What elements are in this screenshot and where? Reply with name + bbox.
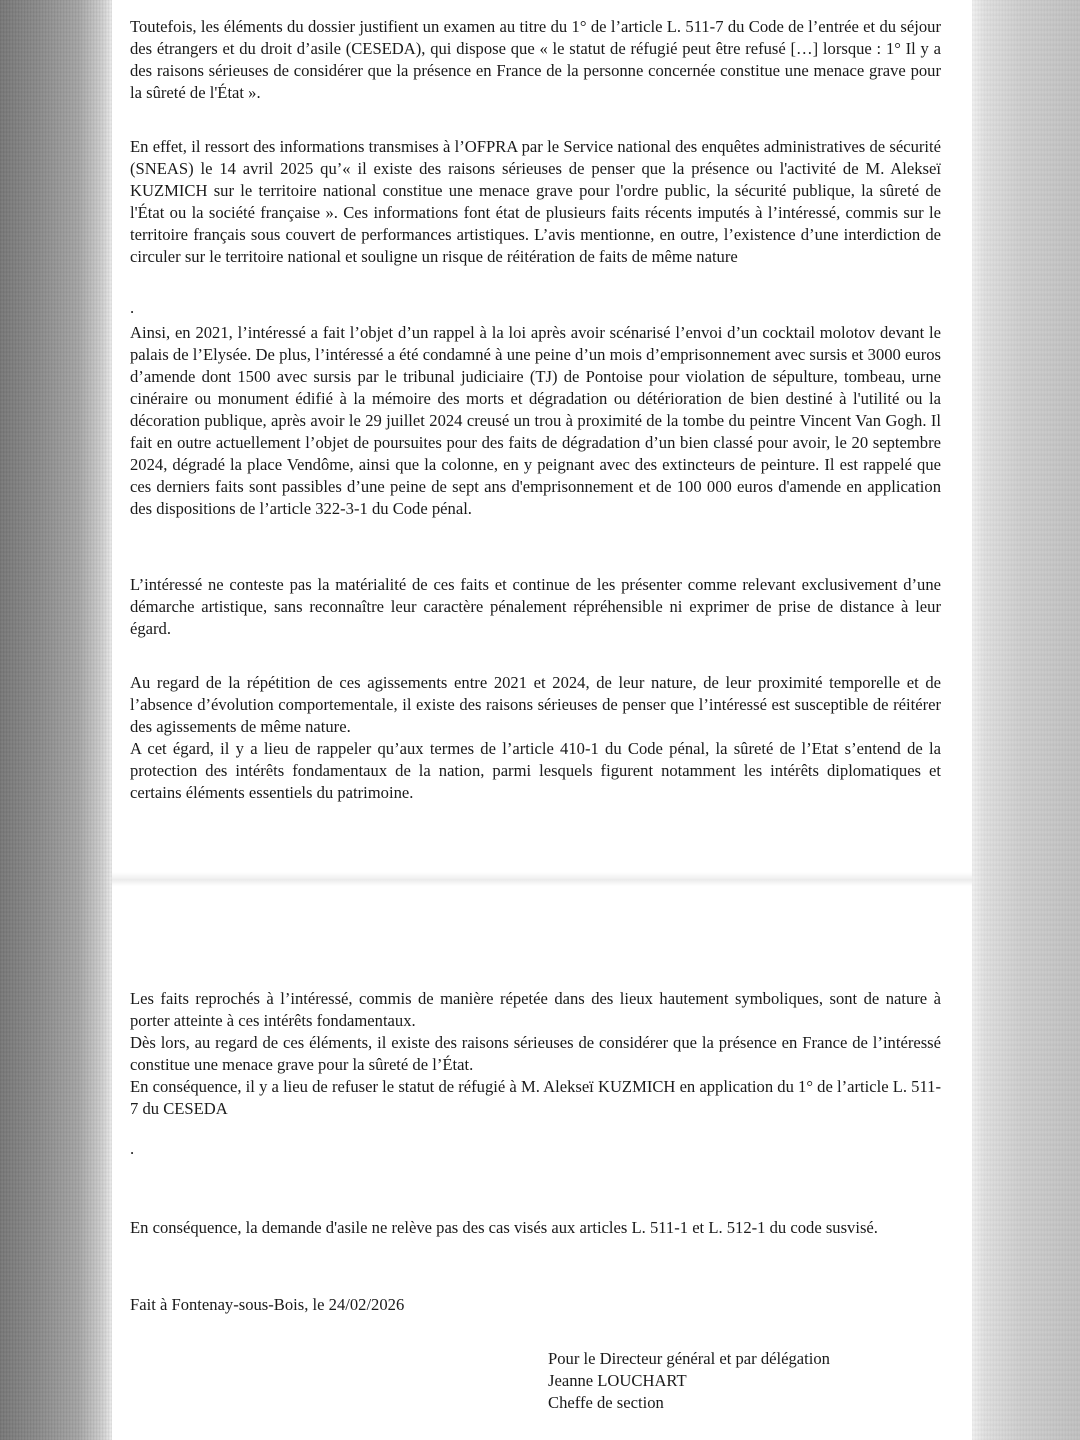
paragraph-faits-anterieurs: Ainsi, en 2021, l’intéressé a fait l’objet d’un rappel à la loi après avoir scénarisé l’envoi d’un cocktail molotov devant le palais de l’Elysée. De plus, l’intéressé a été condamné à une peine d’un mois d’emprisonnement avec sursis et 3000 euros d’amende dont 1500 avec sursis par le tribunal judiciaire (TJ) de Pontoise pour violation de sépulture, tombeau, urne cinéraire ou monument édifié à la mémoire des morts et dégradation ou détérioration de bien destiné à l'utilité ou la décoration publique, après avoir le 29 juillet 2024 creusé un trou à proximité de la tombe du peintre Vincent Van Gogh. Il fait en outre actuellement l’objet de poursuites pour des faits de dégradation d’un bien classé pour avoir, le 20 septembre 2024, dégradé la place Vendôme, ainsi que la colonne, en y peignant avec des extincteurs de peinture. Il est rappelé que ces derniers faits sont passibles d’une peine de sept ans d'emprisonnement et de 100 000 euros d'amende en application des dispositions de l’article 322-3-1 du Code pénal. xyxy=(130,323,941,518)
page-break xyxy=(112,872,972,886)
paragraph-sneas-informations: En effet, il ressort des informations transmises à l’OFPRA par le Service national des enquêtes administratives de sécurité (SNEAS) le 14 avril 2025 qu’« il existe des raisons sérieuses de penser que la présence ou l'activité de M. Alekseï KUZMICH sur le territoire national constitue une menace grave pour l'ordre public, la sécurité publique, la sûreté de l'État ou la société française ». Ces informations font état de plusieurs faits récents imputés à l’intéressé, commis sur le territoire français sous couvert de performances artistiques. L’avis mentionne, en outre, l’existence d’une interdiction de circuler sur le territoire national et souligne un risque de réitération de faits de même nature xyxy=(130,137,941,266)
paragraph-demande-asile: En conséquence, la demande d'asile ne relève pas des cas visés aux articles L. 511-1 et L. 512-1 du code susvisé. xyxy=(130,1218,878,1237)
scan-edge-left xyxy=(0,0,112,1440)
stray-dot-2: . xyxy=(130,1139,135,1158)
signature-block xyxy=(548,1348,830,1414)
paragraph-non-contestation: L’intéressé ne conteste pas la matérialité de ces faits et continue de les présenter comme relevant exclusivement d’une démarche artistique, sans reconnaître leur caractère pénalement répréhensible ni exprimer de prise de distance à leur égard. xyxy=(130,575,941,638)
paragraph-conclusion: Les faits reprochés à l’intéressé, commis de manière répetée dans des lieux hautement symboliques, sont de nature à porter atteinte à ces intérêts fondamentaux. Dès lors, au regard de ces éléments, il existe des raisons sérieuses de considérer que la présence en France de l’intéressé constitue une menace grave pour la sûreté de l’État. En conséquence, il y a lieu de refuser le statut de réfugié à M. Alekseï KUZMICH en application du 1° de l’article L. 511-7 du CESEDA xyxy=(130,989,941,1118)
signature-delegation: Pour le Directeur général et par délégation xyxy=(548,1349,830,1368)
place-date: Fait à Fontenay-sous-Bois, le 24/02/2026 xyxy=(130,1295,405,1314)
paragraph-repetition: Au regard de la répétition de ces agissements entre 2021 et 2024, de leur nature, de leur proximité temporelle et de l’absence d’évolution comportementale, il existe des raisons sérieuses de penser que l’intéressé est susceptible de réitérer des agissements de même nature. A cet égard, il y a lieu de rappeler qu’aux termes de l’article 410-1 du Code pénal, la sûreté de l’Etat s’entend de la protection des intérêts fondamentaux de la nation, parmi lesquels figurent notamment les intérêts diplomatiques et certains éléments essentiels du patrimoine. xyxy=(130,673,941,802)
scan-edge-right xyxy=(972,0,1080,1440)
stray-dot-1: . xyxy=(130,298,135,317)
paragraph-ceseda-examen: Toutefois, les éléments du dossier justifient un examen au titre du 1° de l’article L. 511-7 du Code de l’entrée et du séjour des étrangers et du droit d’asile (CESEDA), qui dispose que « le statut de réfugié peut être refusé […] lorsque : 1° Il y a des raisons sérieuses de considérer que la présence en France de la personne concernée constitue une menace grave pour la sûreté de l'État ». xyxy=(130,17,941,102)
signatory-name: Jeanne LOUCHART xyxy=(548,1371,687,1390)
signatory-title: Cheffe de section xyxy=(548,1393,664,1412)
